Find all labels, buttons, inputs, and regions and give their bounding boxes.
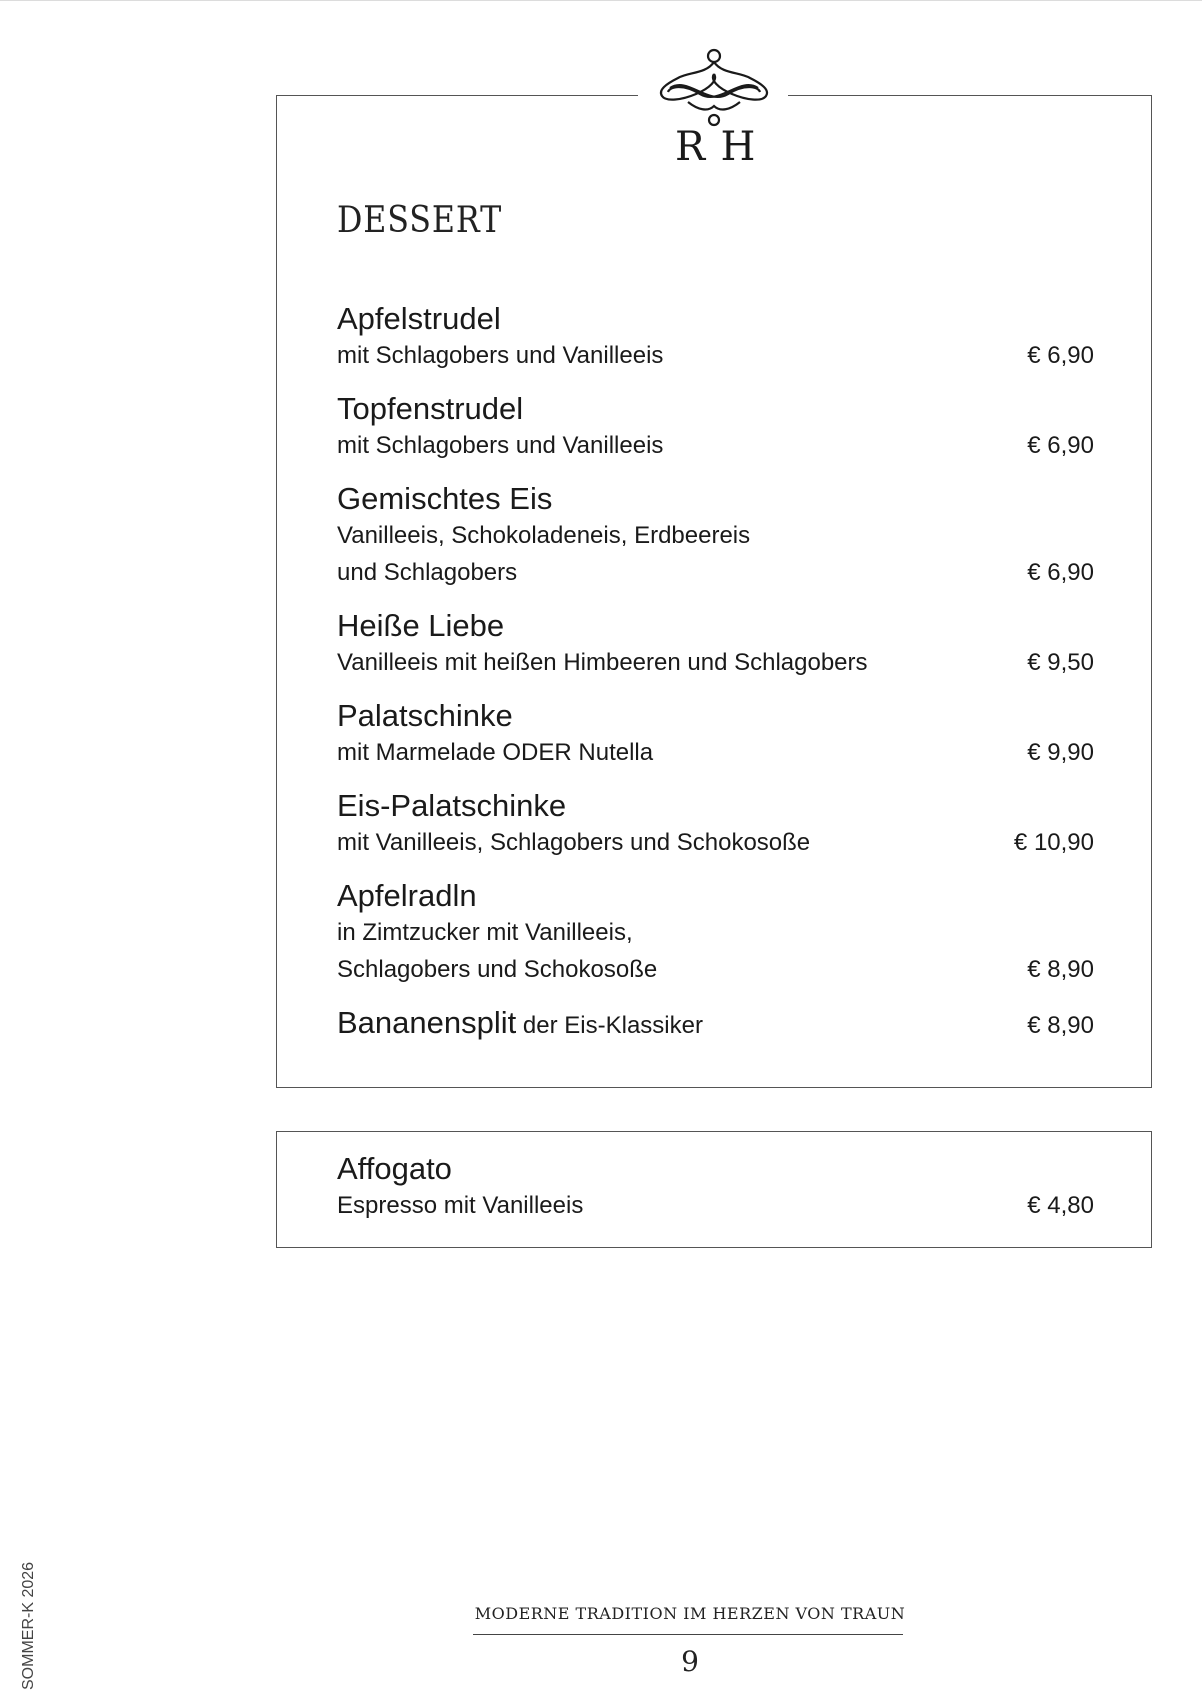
item-name-text: Eis-Palatschinke [337,788,567,823]
top-edge-rule [0,0,1202,1]
item-price: € 8,90 [1027,956,1094,983]
menu-item [337,877,1094,988]
item-name: Affogato [337,1151,452,1186]
dessert-menu-list [337,300,1094,1060]
item-name-text: Apfelradln [337,878,477,913]
menu-item [337,607,1094,681]
item-name [337,300,1094,337]
page-number: 9 [681,1645,699,1678]
item-description: Schlagobers und Schokosoße [337,956,658,983]
monogram-letter-r: R [674,124,706,164]
season-code: SOMMER-K 2026 [20,1561,37,1690]
item-name [337,697,1094,734]
item-price: € 9,90 [1027,739,1094,766]
menu-item [337,390,1094,464]
item-name [337,607,1094,644]
item-price: € 6,90 [1027,432,1094,459]
item-inline-note: der Eis-Klassiker [516,1012,703,1039]
item-name-text: Heiße Liebe [337,608,505,643]
menu-item [337,300,1094,374]
item-description: mit Schlagobers und Vanilleeis [337,432,664,459]
item-description: mit Vanilleeis, Schlagobers und Schokosoße [337,829,811,856]
footer-rule [473,1634,903,1635]
item-name-text: Apfelstrudel [337,301,501,336]
item-name-text: Palatschinke [337,698,513,733]
affogato-item [337,1150,1094,1224]
rh-logo [648,46,780,164]
item-price: € 6,90 [1027,342,1094,369]
item-description: Vanilleeis mit heißen Himbeeren und Schlagobers [337,649,868,676]
monogram-letter-h: H [720,124,756,164]
menu-item [337,697,1094,771]
item-price: € 9,50 [1027,649,1094,676]
item-name [337,390,1094,427]
footer-motto: MODERNE TRADITION IM HERZEN VON TRAUN [474,1604,906,1623]
item-name [337,877,1094,914]
item-price: € 10,90 [1013,829,1094,856]
item-description: in Zimtzucker mit Vanilleeis, [337,919,633,946]
menu-item [337,480,1094,591]
menu-item [337,1004,1094,1044]
item-description: mit Marmelade ODER Nutella [337,739,654,766]
item-name-text: Gemischtes Eis [337,481,553,516]
item-name [337,1004,1094,1044]
item-description: mit Schlagobers und Vanilleeis [337,342,664,369]
item-description: Vanilleeis, Schokoladeneis, Erdbeereis [337,522,751,549]
item-price: € 4,80 [1027,1192,1094,1219]
item-price: € 8,90 [1027,1012,1094,1039]
item-name-text: Bananensplit [337,1005,517,1040]
item-description: und Schlagobers [337,559,518,586]
section-title: DESSERT [337,200,503,241]
item-name-text: Topfenstrudel [337,391,524,426]
item-name [337,480,1094,517]
menu-item [337,787,1094,861]
item-description: Espresso mit Vanilleeis [337,1192,584,1219]
item-name [337,787,1094,824]
ornament-knot-icon [648,46,780,164]
item-price: € 6,90 [1027,559,1094,586]
